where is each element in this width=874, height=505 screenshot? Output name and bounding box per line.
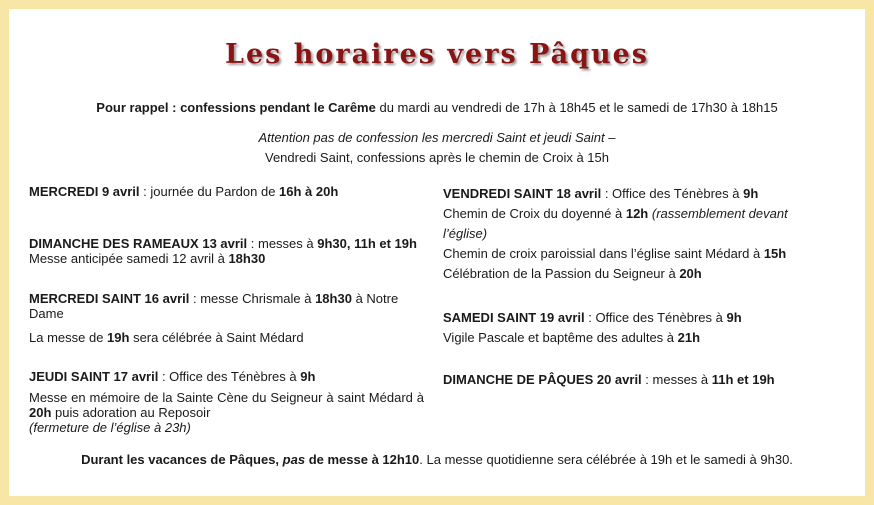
chemin-doyenne-text: Chemin de Croix du doyenné à	[443, 206, 626, 221]
chemin-doyenne-note: (rassemblement devant l’église)	[443, 206, 788, 241]
day-time: 9h	[726, 310, 742, 325]
day-text: : messe Chrismale à	[189, 291, 316, 306]
day-label: MERCREDI 9 avril	[29, 184, 140, 199]
day-times: 11h et 19h	[711, 372, 775, 387]
holiday-notice	[9, 452, 865, 467]
passion-text: Célébration de la Passion du Seigneur à	[443, 266, 680, 281]
mass-place: sera célébrée à Saint Médard	[129, 330, 304, 345]
day-time: 16h à 20h	[279, 184, 339, 199]
vendredi-saint	[443, 184, 853, 284]
dimanche-paques	[443, 370, 853, 390]
vigile-text: Vigile Pascale et baptême des adultes à	[443, 330, 678, 345]
day-label: JEUDI SAINT 17 avril	[29, 369, 159, 384]
day-label: DIMANCHE DES RAMEAUX 13 avril	[29, 236, 248, 251]
day-label: MERCREDI SAINT 16 avril	[29, 291, 190, 306]
day-text: : journée du Pardon de	[139, 184, 280, 199]
holiday-label-2: de messe à 12h10	[305, 452, 420, 467]
day-place: à Notre Dame	[29, 291, 399, 321]
mass-text: Messe en mémoire de la Sainte Cène du Seigneur à saint Médard à	[29, 390, 424, 405]
reminder-label: Pour rappel : confessions pendant le Carême	[96, 100, 376, 115]
mass-text-2: puis adoration au Reposoir	[51, 405, 211, 420]
chemin-paroissial-time: 15h	[763, 246, 787, 261]
mass-time: 20h	[29, 405, 52, 420]
day-text: : messes à	[247, 236, 318, 251]
mass-text: La messe de	[29, 330, 108, 345]
schedule-page	[9, 9, 865, 496]
day-text: : Office des Ténèbres à	[601, 186, 744, 201]
passion-time: 20h	[679, 266, 702, 281]
day-time: 18h30	[315, 291, 352, 306]
jeudi-saint	[29, 369, 424, 435]
day-label: SAMEDI SAINT 19 avril	[443, 310, 585, 325]
chemin-paroissial-text: Chemin de croix paroissial dans l’église saint Médard à	[443, 246, 764, 261]
day-times: 9h30, 11h et 19h	[317, 236, 417, 251]
mercredi-saint	[29, 291, 424, 345]
mass-time: 19h	[107, 330, 130, 345]
day-text: : Office des Ténèbres à	[584, 310, 727, 325]
notice-line-2: Vendredi Saint, confessions après le chemin de Croix à 15h	[265, 150, 609, 165]
holiday-label: Durant les vacances de Pâques,	[81, 452, 283, 467]
notice-line-1: Attention pas de confession les mercredi Saint et jeudi Saint –	[258, 130, 616, 145]
dimanche-rameaux	[29, 236, 424, 266]
day-text: : Office des Ténèbres à	[158, 369, 301, 384]
holiday-hours: . La messe quotidienne sera célébrée à 19h et le samedi à 9h30.	[419, 452, 793, 467]
day-time: 9h	[300, 369, 316, 384]
mercredi-9-avril	[29, 184, 424, 199]
page-title: Les horaires vers Pâques	[224, 39, 650, 70]
vigile-time: 21h	[677, 330, 701, 345]
day-label: DIMANCHE DE PÂQUES 20 avril	[443, 372, 642, 387]
holiday-emphasis: pas	[282, 452, 306, 467]
day-text: : messes à	[641, 372, 712, 387]
day-label: VENDREDI SAINT 18 avril	[443, 186, 602, 201]
chemin-doyenne-time: 12h	[625, 206, 649, 221]
closing-note: (fermeture de l’église à 23h)	[29, 420, 191, 435]
day-text-2: Messe anticipée samedi 12 avril à	[29, 251, 229, 266]
day-time: 9h	[743, 186, 759, 201]
confession-notice	[9, 128, 865, 168]
samedi-saint	[443, 308, 853, 348]
day-time-2: 18h30	[228, 251, 266, 266]
reminder-hours: du mardi au vendredi de 17h à 18h45 et le samedi de 17h30 à 18h15	[375, 100, 778, 115]
confession-reminder	[9, 100, 865, 115]
